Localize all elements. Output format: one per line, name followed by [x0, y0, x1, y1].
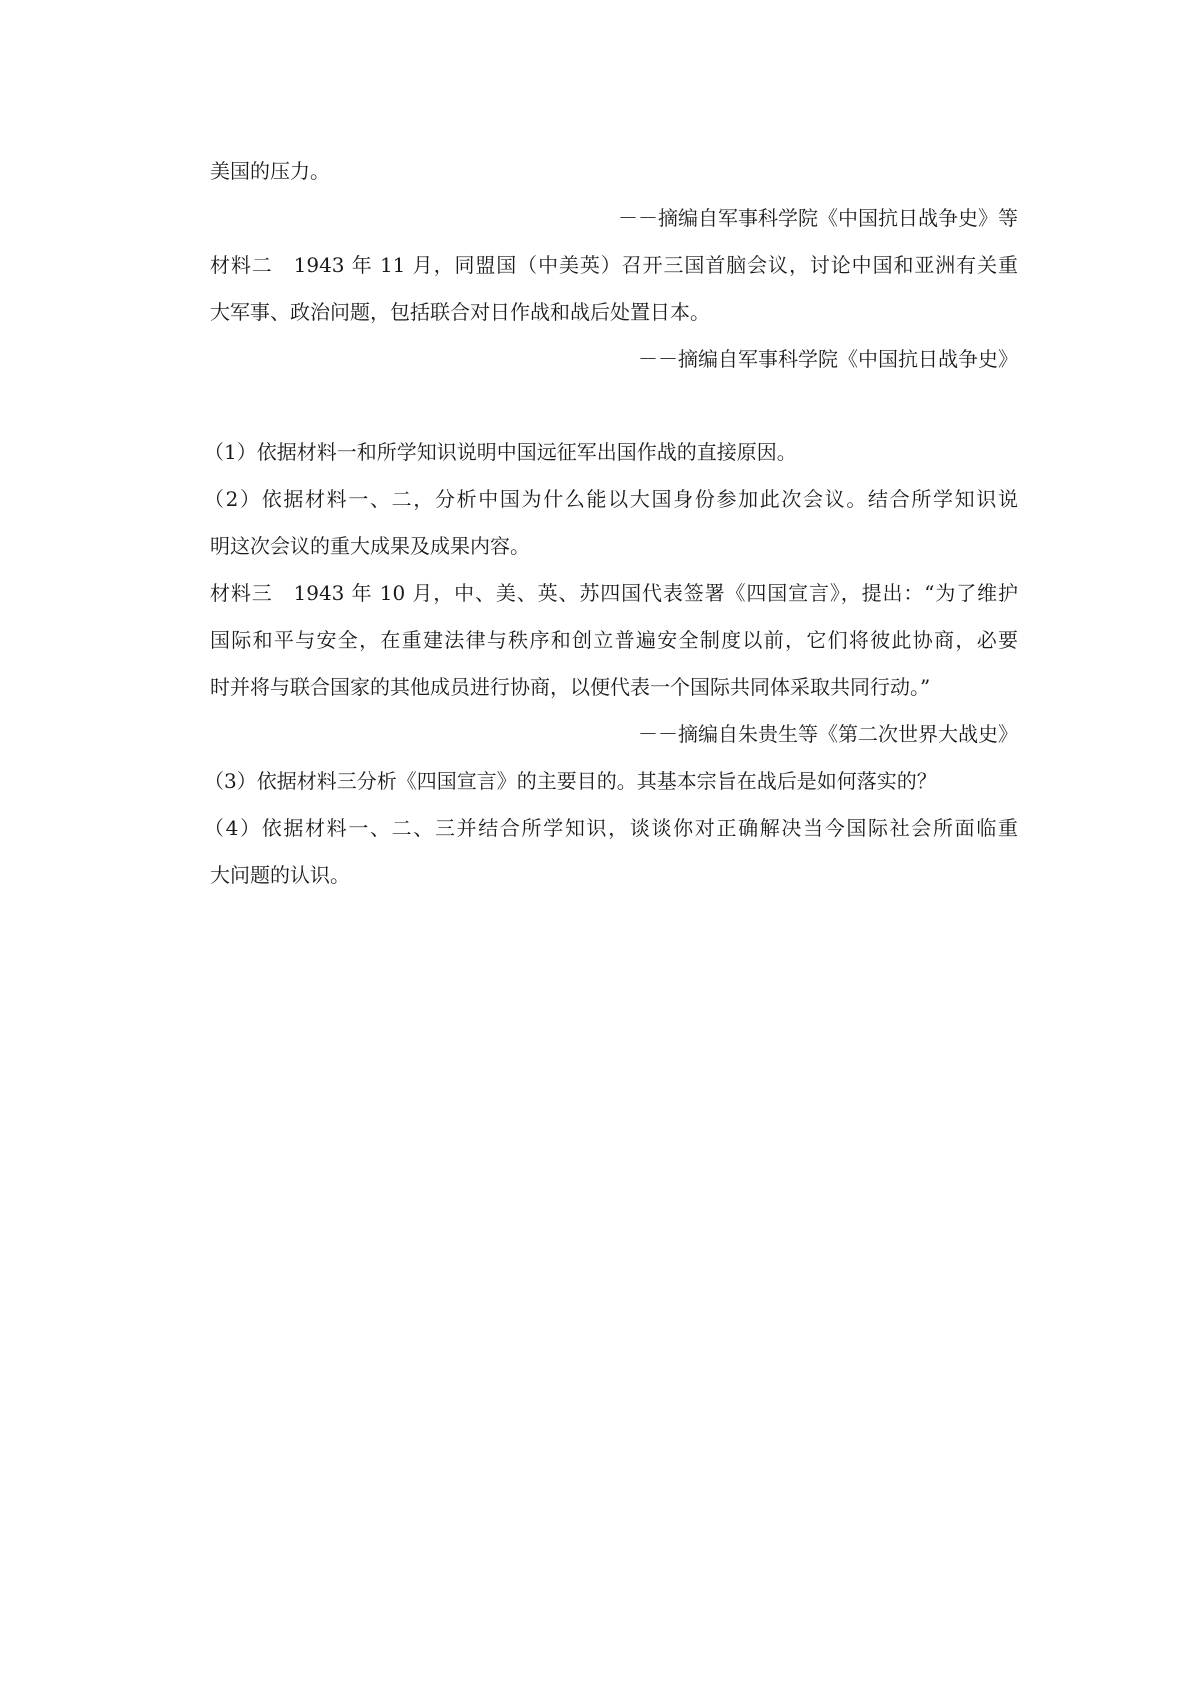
question-1-line: （1）依据材料一和所学知识说明中国远征军出国作战的直接原因。	[204, 440, 797, 464]
question-2-line: 明这次会议的重大成果及成果内容。	[210, 534, 530, 558]
material-two-source: －－摘编自军事科学院《中国抗日战争史》	[638, 347, 1018, 371]
material-three-line: 材料三 1943 年 10 月，中、美、英、苏四国代表签署《四国宣言》，提出：“为了维护	[210, 581, 1018, 605]
material-one-tail: 美国的压力。	[210, 159, 330, 183]
document-body	[204, 148, 1018, 899]
question-4-line: （4）依据材料一、二、三并结合所学知识，谈谈你对正确解决当今国际社会所面临重	[204, 816, 1018, 840]
question-3-line: （3）依据材料三分析《四国宣言》的主要目的。其基本宗旨在战后是如何落实的？	[204, 769, 937, 793]
material-three-line: 时并将与联合国家的其他成员进行协商，以便代表一个国际共同体采取共同行动。”	[210, 675, 931, 699]
spacer	[210, 383, 1018, 429]
material-three-source: －－摘编自朱贵生等《第二次世界大战史》	[638, 722, 1018, 746]
material-two-line: 材料二 1943 年 11 月，同盟国（中美英）召开三国首脑会议，讨论中国和亚洲有关重	[210, 253, 1018, 277]
question-2-line: （2）依据材料一、二，分析中国为什么能以大国身份参加此次会议。结合所学知识说	[204, 487, 1018, 511]
material-two-line: 大军事、政治问题，包括联合对日作战和战后处置日本。	[210, 300, 710, 324]
material-one-source: －－摘编自军事科学院《中国抗日战争史》等	[618, 206, 1018, 230]
material-three-line: 国际和平与安全，在重建法律与秩序和创立普遍安全制度以前，它们将彼此协商，必要	[210, 628, 1018, 652]
question-4-line: 大问题的认识。	[210, 863, 350, 887]
